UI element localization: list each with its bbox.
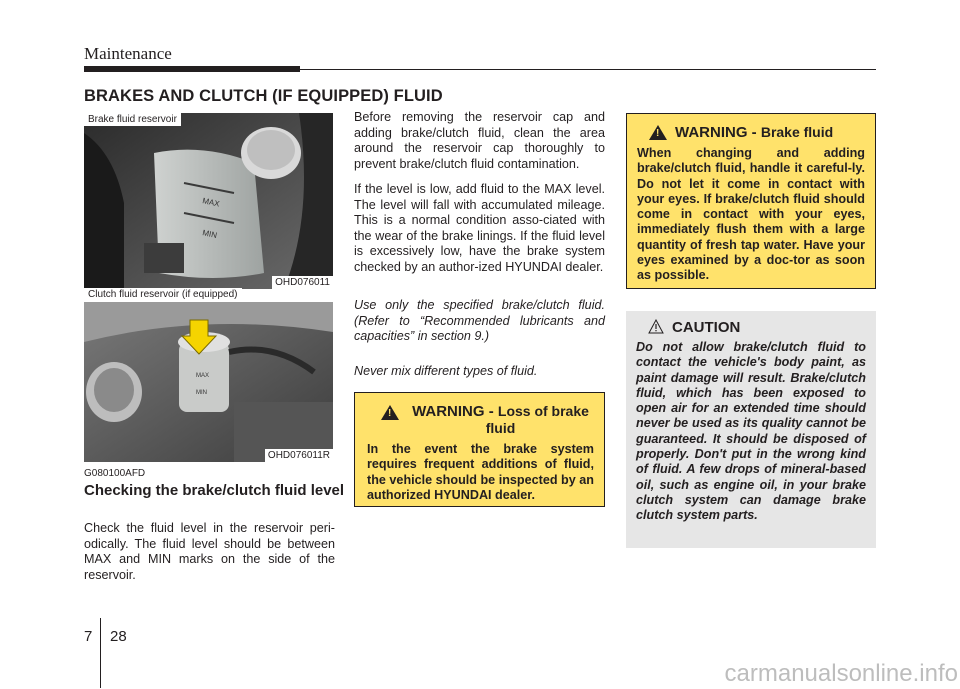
figure2-code: OHD076011R	[265, 449, 333, 462]
brake-reservoir-illustration	[84, 113, 333, 289]
caution-heading	[648, 319, 866, 336]
middle-paragraph-3: Use only the specified brake/clutch fluid. (Refer to “Recommended lubricants and capacities” in section 9.)	[354, 298, 605, 343]
watermark: carmanualsonline.info	[724, 660, 958, 687]
brake-reservoir-photo	[84, 113, 333, 289]
section-title: BRAKES AND CLUTCH (IF EQUIPPED) FLUID	[84, 87, 443, 105]
warning-brake-body: When changing and adding brake/clutch fluid, handle it careful-ly. Do not let it come in contact with your eyes. If brake/clutch fluid should come in contact with your eyes, immediately flush them with a large quantity of fresh tap water. Have your eyes examined by a doc-tor as soon as possible.	[637, 146, 865, 283]
warning-loss-title: Loss of brake fluid	[485, 403, 589, 436]
brake-reservoir-caption: Brake fluid reservoir	[84, 113, 181, 126]
figure1-code: OHD076011	[272, 276, 333, 289]
warning-loss-box	[354, 392, 605, 507]
caution-box	[626, 311, 876, 548]
caution-icon	[648, 319, 664, 334]
warning-loss-prefix: WARNING -	[412, 403, 498, 420]
page-number: 28	[110, 628, 127, 645]
header-rule-thick	[84, 66, 300, 72]
middle-paragraph-1: Before removing the reservoir cap and adding brake/clutch fluid, clean the area around the reservoir cap thoroughly to prevent brake/clutch fluid contamination.	[354, 110, 605, 171]
middle-paragraph-4: Never mix different types of fluid.	[354, 364, 538, 378]
min-mark-1: MIN	[201, 228, 218, 241]
warning-brake-title: Brake fluid	[760, 124, 834, 140]
warning-icon	[649, 125, 667, 140]
header-rule-thin	[300, 69, 876, 70]
section-code: G080100AFD	[84, 468, 146, 479]
clutch-reservoir-caption: Clutch fluid reservoir (if equipped)	[84, 288, 242, 301]
warning-brake-heading	[649, 124, 865, 141]
chapter-number: 7	[84, 628, 93, 645]
warning-brake-prefix: WARNING -	[675, 124, 761, 141]
clutch-reservoir-photo	[84, 302, 333, 462]
caution-title: CAUTION	[672, 319, 741, 336]
subheading: Checking the brake/clutch fluid level	[84, 482, 345, 499]
max-mark-2: MAX	[196, 373, 210, 379]
warning-icon	[381, 405, 399, 420]
warning-loss-body: In the event the brake system requires frequent additions of fluid, the vehicle should be inspected by an authorized HYUNDAI dealer.	[367, 442, 594, 502]
header-title: Maintenance	[84, 44, 172, 63]
middle-paragraph-2: If the level is low, add fluid to the MAX level. The level will fall with accumulated mileage. This is a normal condition asso-ciated with the wear of the brake linings. If the fluid level is excessively low, have the brake system checked by an author-ized HYUNDAI dealer.	[354, 182, 605, 274]
clutch-reservoir-illustration	[84, 302, 333, 462]
warning-loss-heading	[381, 403, 594, 437]
warning-brake-box	[626, 113, 876, 289]
caution-body: Do not allow brake/clutch fluid to contact the vehicle's body paint, as paint damage will result. Brake/clutch fluid, which has been exposed to open air for an extended time should never be used as its quality cannot be guaranteed. It should be disposed of properly. Don't put in the wrong kind of fluid. A few drops of mineral-based oil, such as engine oil, in your brake clutch system can damage brake clutch system parts.	[636, 340, 866, 523]
max-mark-1: MAX	[201, 196, 221, 209]
min-mark-2: MIN	[196, 390, 207, 396]
left-paragraph: Check the fluid level in the reservoir peri-odically. The fluid level should be between MAX and MIN marks on the side of the reservoir.	[84, 521, 335, 582]
footer-divider	[100, 618, 101, 688]
